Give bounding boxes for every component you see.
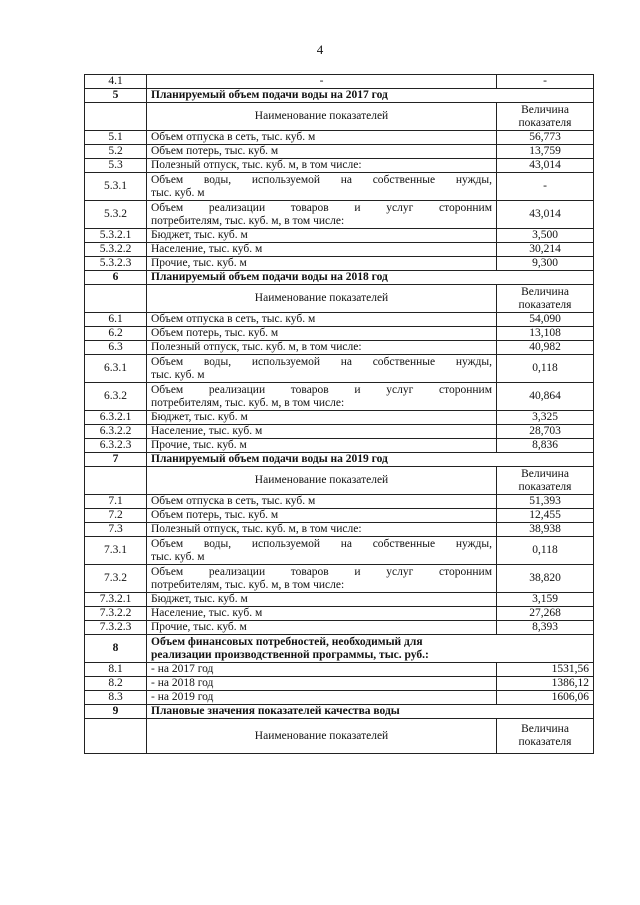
row-number: 7.2 bbox=[85, 509, 147, 523]
row-name bbox=[147, 537, 497, 565]
row-name: Прочие, тыс. куб. м bbox=[147, 439, 497, 453]
row-value: 43,014 bbox=[497, 201, 594, 229]
row-number: 8.3 bbox=[85, 691, 147, 705]
column-header-row bbox=[85, 467, 594, 495]
row-value: 38,938 bbox=[497, 523, 594, 537]
section-title bbox=[147, 635, 594, 663]
table-row bbox=[85, 425, 594, 439]
row-name: Объем потерь, тыс. куб. м bbox=[147, 327, 497, 341]
row-number: 6.3.2.2 bbox=[85, 425, 147, 439]
row-value: 40,982 bbox=[497, 341, 594, 355]
table-row bbox=[85, 229, 594, 243]
row-number: 5.3.2.2 bbox=[85, 243, 147, 257]
row-value: 8,393 bbox=[497, 621, 594, 635]
table-row bbox=[85, 663, 594, 677]
table-row bbox=[85, 677, 594, 691]
cell-line: потребителям, тыс. куб. м, в том числе: bbox=[151, 578, 345, 591]
table-row bbox=[85, 243, 594, 257]
row-value: 27,268 bbox=[497, 607, 594, 621]
cell-line: тыс. куб. м bbox=[151, 368, 205, 381]
row-number: 5.2 bbox=[85, 145, 147, 159]
column-header-value: Величина показателя bbox=[497, 719, 594, 754]
row-number: 6.3.2 bbox=[85, 383, 147, 411]
row-number: 6.3.1 bbox=[85, 355, 147, 383]
row-value: 3,500 bbox=[497, 229, 594, 243]
row-name: Объем отпуска в сеть, тыс. куб. м bbox=[147, 313, 497, 327]
table-row bbox=[85, 509, 594, 523]
cell-line: Объем реализации товаров и услуг сторонним bbox=[151, 565, 492, 578]
section-title: Планируемый объем подачи воды на 2017 год bbox=[147, 89, 594, 103]
row-name bbox=[147, 355, 497, 383]
row-name: Прочие, тыс. куб. м bbox=[147, 257, 497, 271]
row-value: 13,759 bbox=[497, 145, 594, 159]
row-value: 38,820 bbox=[497, 565, 594, 593]
table-row bbox=[85, 495, 594, 509]
table-row bbox=[85, 159, 594, 173]
row-name: Объем потерь, тыс. куб. м bbox=[147, 145, 497, 159]
column-header-name: Наименование показателей bbox=[147, 103, 497, 131]
header-empty-cell bbox=[85, 467, 147, 495]
row-value: 3,325 bbox=[497, 411, 594, 425]
table-row bbox=[85, 565, 594, 593]
row-name: - bbox=[147, 75, 497, 89]
table-row bbox=[85, 411, 594, 425]
table-row bbox=[85, 691, 594, 705]
column-header-row bbox=[85, 103, 594, 131]
cell-line: Объем воды, используемой на собственные нужды, bbox=[151, 537, 492, 550]
cell-line: тыс. куб. м bbox=[151, 186, 205, 199]
row-name: Полезный отпуск, тыс. куб. м, в том числе: bbox=[147, 341, 497, 355]
row-name: Прочие, тыс. куб. м bbox=[147, 621, 497, 635]
row-number: 5.3 bbox=[85, 159, 147, 173]
column-header-row bbox=[85, 719, 594, 754]
cell-line: Объем реализации товаров и услуг сторонним bbox=[151, 201, 492, 214]
section-row bbox=[85, 635, 594, 663]
table-row bbox=[85, 173, 594, 201]
row-value: 1606,06 bbox=[497, 691, 594, 705]
row-value: - bbox=[497, 75, 594, 89]
table-row bbox=[85, 523, 594, 537]
cell-line: Объем воды, используемой на собственные нужды, bbox=[151, 355, 492, 368]
section-row bbox=[85, 89, 594, 103]
table-row bbox=[85, 201, 594, 229]
row-name: Полезный отпуск, тыс. куб. м, в том числе: bbox=[147, 159, 497, 173]
table-row bbox=[85, 355, 594, 383]
row-name: - на 2019 год bbox=[147, 691, 497, 705]
table-body bbox=[85, 75, 594, 754]
row-name bbox=[147, 201, 497, 229]
cell-line: тыс. куб. м bbox=[151, 550, 205, 563]
row-value: 51,393 bbox=[497, 495, 594, 509]
table-row bbox=[85, 439, 594, 453]
row-number: 5.3.2.1 bbox=[85, 229, 147, 243]
column-header-name: Наименование показателей bbox=[147, 719, 497, 754]
header-empty-cell bbox=[85, 285, 147, 313]
row-name: Полезный отпуск, тыс. куб. м, в том числе: bbox=[147, 523, 497, 537]
table-row bbox=[85, 313, 594, 327]
column-header-value: Величина показателя bbox=[497, 103, 594, 131]
row-name: - на 2017 год bbox=[147, 663, 497, 677]
section-title: Планируемый объем подачи воды на 2018 год bbox=[147, 271, 594, 285]
section-number: 5 bbox=[85, 89, 147, 103]
column-header-name: Наименование показателей bbox=[147, 285, 497, 313]
row-number: 7.3.2.2 bbox=[85, 607, 147, 621]
row-number: 5.3.1 bbox=[85, 173, 147, 201]
table-row bbox=[85, 607, 594, 621]
row-number: 7.3.2.3 bbox=[85, 621, 147, 635]
column-header-value: Величина показателя bbox=[497, 285, 594, 313]
section-row bbox=[85, 271, 594, 285]
row-name bbox=[147, 173, 497, 201]
row-number: 7.1 bbox=[85, 495, 147, 509]
row-value: 13,108 bbox=[497, 327, 594, 341]
row-value: 40,864 bbox=[497, 383, 594, 411]
row-number: 8.2 bbox=[85, 677, 147, 691]
table-row bbox=[85, 327, 594, 341]
table-row bbox=[85, 593, 594, 607]
row-name: Объем отпуска в сеть, тыс. куб. м bbox=[147, 495, 497, 509]
row-value: 56,773 bbox=[497, 131, 594, 145]
table-row bbox=[85, 341, 594, 355]
row-name: Бюджет, тыс. куб. м bbox=[147, 411, 497, 425]
row-name bbox=[147, 383, 497, 411]
column-header-value: Величина показателя bbox=[497, 467, 594, 495]
row-number: 7.3.2 bbox=[85, 565, 147, 593]
row-number: 5.1 bbox=[85, 131, 147, 145]
row-value: 43,014 bbox=[497, 159, 594, 173]
row-number: 6.3.2.1 bbox=[85, 411, 147, 425]
row-value: 0,118 bbox=[497, 537, 594, 565]
column-header-row bbox=[85, 285, 594, 313]
column-header-name: Наименование показателей bbox=[147, 467, 497, 495]
row-number: 6.3.2.3 bbox=[85, 439, 147, 453]
table-row bbox=[85, 537, 594, 565]
row-number: 7.3.2.1 bbox=[85, 593, 147, 607]
row-number: 6.2 bbox=[85, 327, 147, 341]
row-value: 1531,56 bbox=[497, 663, 594, 677]
row-number: 7.3.1 bbox=[85, 537, 147, 565]
row-number: 6.1 bbox=[85, 313, 147, 327]
row-number: 4.1 bbox=[85, 75, 147, 89]
header-empty-cell bbox=[85, 719, 147, 754]
row-value: 12,455 bbox=[497, 509, 594, 523]
cell-line: Объем реализации товаров и услуг сторонним bbox=[151, 383, 492, 396]
row-number: 7.3 bbox=[85, 523, 147, 537]
section-title: Планируемый объем подачи воды на 2019 год bbox=[147, 453, 594, 467]
header-empty-cell bbox=[85, 103, 147, 131]
row-value: 30,214 bbox=[497, 243, 594, 257]
section-number: 6 bbox=[85, 271, 147, 285]
row-name: Население, тыс. куб. м bbox=[147, 425, 497, 439]
cell-line: потребителям, тыс. куб. м, в том числе: bbox=[151, 214, 345, 227]
section-row bbox=[85, 453, 594, 467]
table-row bbox=[85, 131, 594, 145]
row-name: Население, тыс. куб. м bbox=[147, 243, 497, 257]
cell-line: реализации производственной программы, тыс. руб.: bbox=[151, 648, 429, 661]
row-value: 3,159 bbox=[497, 593, 594, 607]
row-value: 54,090 bbox=[497, 313, 594, 327]
row-number: 8.1 bbox=[85, 663, 147, 677]
row-name: Бюджет, тыс. куб. м bbox=[147, 593, 497, 607]
table-row bbox=[85, 257, 594, 271]
row-name: Объем отпуска в сеть, тыс. куб. м bbox=[147, 131, 497, 145]
section-row bbox=[85, 705, 594, 719]
page-number: 4 bbox=[316, 42, 324, 57]
row-value: 9,300 bbox=[497, 257, 594, 271]
row-number: 5.3.2 bbox=[85, 201, 147, 229]
table-row bbox=[85, 75, 594, 89]
table-row bbox=[85, 145, 594, 159]
table-row bbox=[85, 621, 594, 635]
section-number: 7 bbox=[85, 453, 147, 467]
section-number: 8 bbox=[85, 635, 147, 663]
row-value: 1386,12 bbox=[497, 677, 594, 691]
cell-line: Объем финансовых потребностей, необходимый для bbox=[151, 635, 423, 648]
row-name: Объем потерь, тыс. куб. м bbox=[147, 509, 497, 523]
table-row bbox=[85, 383, 594, 411]
row-name bbox=[147, 565, 497, 593]
row-number: 5.3.2.3 bbox=[85, 257, 147, 271]
section-title: Плановые значения показателей качества воды bbox=[147, 705, 594, 719]
row-name: Население, тыс. куб. м bbox=[147, 607, 497, 621]
row-value: 8,836 bbox=[497, 439, 594, 453]
row-name: - на 2018 год bbox=[147, 677, 497, 691]
row-value: 28,703 bbox=[497, 425, 594, 439]
row-number: 6.3 bbox=[85, 341, 147, 355]
row-name: Бюджет, тыс. куб. м bbox=[147, 229, 497, 243]
production-program-table bbox=[84, 74, 594, 754]
cell-line: потребителям, тыс. куб. м, в том числе: bbox=[151, 396, 345, 409]
cell-line: Объем воды, используемой на собственные нужды, bbox=[151, 173, 492, 186]
row-value: - bbox=[497, 173, 594, 201]
row-value: 0,118 bbox=[497, 355, 594, 383]
section-number: 9 bbox=[85, 705, 147, 719]
